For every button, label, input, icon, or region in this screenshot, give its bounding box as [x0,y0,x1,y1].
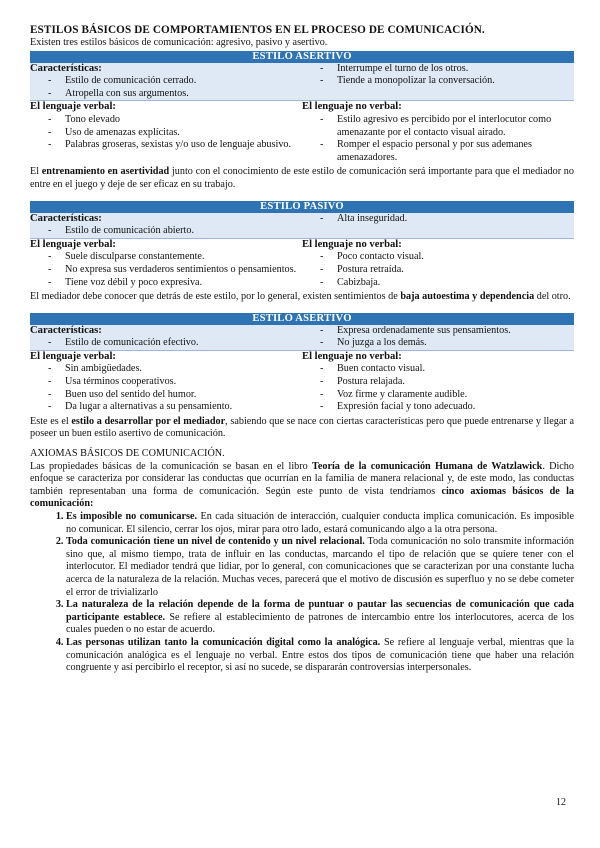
list-item: - Tiene voz débil y poco expresiva. [48,277,302,290]
axiomas-heading: AXIOMAS BÁSICOS DE COMUNICACIÓN. [30,448,225,460]
characteristics-list-left [30,75,302,100]
verbal-list [30,251,302,289]
list-item: - Expresa ordenadamente sus pensamientos. [320,325,574,338]
axiomas-list [30,511,574,675]
list-item: - Sin ambigüedades. [48,363,302,376]
list-item: - Voz firme y claramente audible. [320,389,574,402]
characteristics-list-right [302,325,574,350]
list-item: - Poco contacto visual. [320,251,574,264]
list-item: - No juzga a los demás. [320,337,574,350]
characteristics-row [30,325,574,350]
list-item: - Uso de amenazas explícitas. [48,127,302,140]
characteristics-list-left [30,337,302,350]
list-item: - Atropella con sus argumentos. [48,88,302,101]
page-title: ESTILOS BÁSICOS DE COMPORTAMIENTOS EN EL PROCESO DE COMUNICACIÓN. [30,24,485,36]
list-item: - Tiende a monopolizar la conversación. [320,75,574,88]
list-item: - Estilo de comunicación efectivo. [48,337,302,350]
document-page [30,24,574,675]
list-item: - Buen contacto visual. [320,363,574,376]
table-header: ESTILO PASIVO [30,201,574,213]
list-item: - Interrumpe el turno de los otros. [320,63,574,76]
style-table-asertivo [30,313,574,414]
characteristics-list-left [30,225,302,238]
verbal-list [30,363,302,413]
list-item: 2. Toda comunicación tiene un nivel de contenido y un nivel relacional. Toda comunicación no solo transmite información sino que, al mismo tiempo, trata de influir en las conductas, marcando el tipo de relación que se quiere tener con el interlocutor. El mediador tendrá que lidiar, por lo general, con comunicaciones que se caracterizan por una constante lucha acerca de la naturaleza de la relación. Muchas veces, parecerá que el motivo de discusión es superfluo y no se debe cometer el error de trivializarlo [66,536,574,599]
language-row [30,238,574,289]
list-item: 3. La naturaleza de la relación depende de la forma de puntuar o pautar las secuencias de comunicación que cada participante establece. Se refiere al establecimiento de patrones de intercambio entre los interlocutores, acerca de los cuales pueden o no estar de acuerdo. [66,599,574,637]
language-row [30,100,574,164]
characteristics-list-right [302,63,574,88]
characteristics-label: Características: [30,212,102,224]
list-item: - Estilo de comunicación cerrado. [48,75,302,88]
page-number: 12 [556,797,566,808]
table-header: ESTILO ASERTIVO [30,313,574,325]
verbal-label: El lenguaje verbal: [30,101,116,113]
list-item: - Cabizbaja. [320,277,574,290]
agresivo-note: El entrenamiento en asertividad junto con el conocimiento de este estilo de comunicación será importante para que el mediador no entre en el juego y deje de ser eficaz en su trabajo. [30,166,574,190]
axiomas-intro: Las propiedades básicas de la comunicación se basan en el libro Teoría de la comunicación Humana de Watzlawick. Dicho enfoque se caracteriza por considerar las conductas que ocurrían en la familia de manera relacional y, de este modo, las conductas también representaban una forma de comunicación. Según este punto de vista tendríamos cinco axiomas básicos de la comunicación: [30,460,574,510]
list-item: - Estilo de comunicación abierto. [48,225,302,238]
list-item: - Expresión facial y tono adecuado. [320,401,574,414]
list-item: - Alta inseguridad. [320,213,574,226]
pasivo-note: El mediador debe conocer que detrás de este estilo, por lo general, existen sentimientos de baja autoestima y dependencia del otro. [30,291,571,303]
characteristics-row [30,63,574,101]
characteristics-row [30,213,574,238]
style-table-pasivo [30,201,574,290]
list-item: 4. Las personas utilizan tanto la comunicación digital como la analógica. Se refiere al lenguaje verbal, mientras que la comunicación analógica es el lenguaje no verbal. Entre estos dos tipos de comunicación tiene que haber una relación congruente y así percibirlo el receptor, si así no sucede, se dispararán controversias interpersonales. [66,637,574,675]
characteristics-label: Características: [30,324,102,336]
language-row [30,350,574,414]
asertivo-note: Este es el estilo a desarrollar por el mediador, sabiendo que se nace con ciertas características pero que puede entrenarse y llegar a poseer un buen estilo asertivo de comunicación. [30,415,574,440]
list-item: - Romper el espacio personal y por sus ademanes amenazadores. [320,139,574,164]
list-item: - Tono elevado [48,114,302,127]
verbal-label: El lenguaje verbal: [30,238,116,250]
non-verbal-label: El lenguaje no verbal: [302,238,402,250]
list-item: - Da lugar a alternativas a su pensamiento. [48,401,302,414]
non-verbal-label: El lenguaje no verbal: [302,101,402,113]
list-item: - Suele disculparse constantemente. [48,251,302,264]
verbal-label: El lenguaje verbal: [30,350,116,362]
list-item: - Estilo agresivo es percibido por el interlocutor como amenazante por el contacto visual airado. [320,114,574,139]
non-verbal-list [302,251,574,289]
verbal-list [30,114,302,152]
list-item: - Palabras groseras, sexistas y/o uso de lenguaje abusivo. [48,139,302,152]
list-item: - Postura relajada. [320,376,574,389]
list-item: - Buen uso del sentido del humor. [48,389,302,402]
table-header: ESTILO ASERTIVO [30,51,574,63]
characteristics-label: Características: [30,62,102,74]
non-verbal-list [302,114,574,164]
characteristics-list-right [302,213,574,226]
list-item: - Usa términos cooperativos. [48,376,302,389]
intro-text: Existen tres estilos básicos de comunicación: agresivo, pasivo y asertivo. [30,37,328,48]
non-verbal-label: El lenguaje no verbal: [302,350,402,362]
list-item: - No expresa sus verdaderos sentimientos o pensamientos. [48,264,302,277]
list-item: - Postura retraída. [320,264,574,277]
style-table-agresivo [30,51,574,165]
non-verbal-list [302,363,574,413]
list-item: 1. Es imposible no comunicarse. En cada situación de interacción, cualquier conducta implica comunicación. Es imposible no comunicar. El silencio, cerrar los ojos, mirar para otro lado, estará comunicando algo a la otra persona. [66,511,574,536]
